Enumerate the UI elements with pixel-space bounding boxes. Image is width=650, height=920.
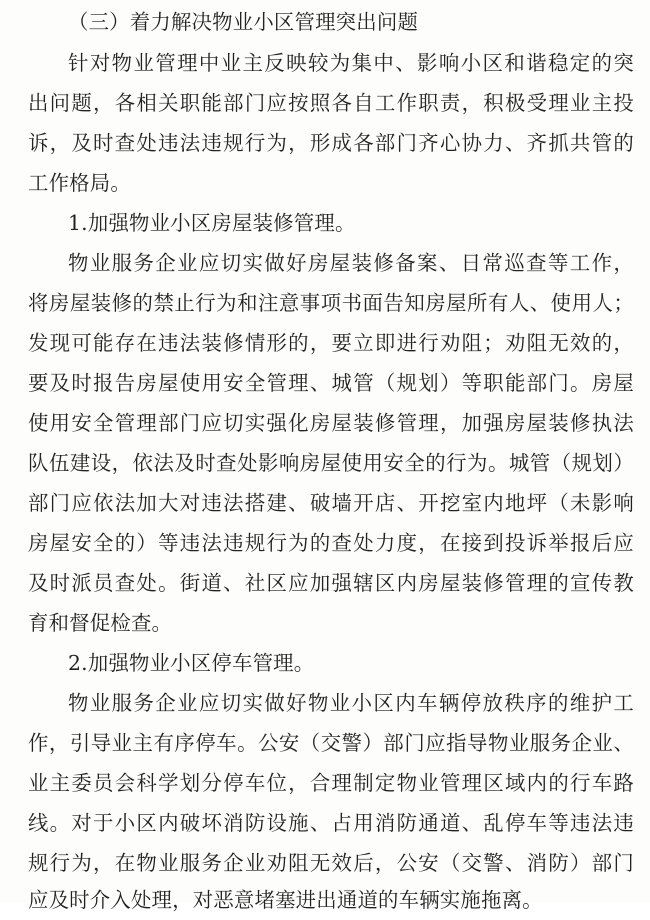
subsection-2-line-4: 线。对于小区内破坏消防设施、占用消防通道、乱停车等违法违	[28, 811, 634, 835]
subsection-2-line-1: 物业服务企业应切实做好物业小区内车辆停放秩序的维护工	[68, 691, 634, 715]
subsection-1-line-10: 育和督促检查。	[28, 611, 173, 635]
subsection-1-line-3: 发现可能存在违法装修情形的，要立即进行劝阻；劝阻无效的，	[28, 331, 634, 355]
intro-line-4: 工作格局。	[28, 171, 131, 195]
subsection-2-line-3: 业主委员会科学划分停车位，合理制定物业管理区域内的行车路	[28, 771, 634, 795]
subsection-1-heading: 1.加强物业小区房屋装修管理。	[68, 211, 356, 235]
section-heading: （三）着力解决物业小区管理突出问题	[68, 10, 419, 34]
subsection-1-line-7: 部门应依法加大对违法搭建、破墙开店、开挖室内地坪（未影响	[28, 491, 634, 515]
subsection-1-line-1: 物业服务企业应切实做好房屋装修备案、日常巡查等工作，	[68, 251, 634, 275]
subsection-2-line-5: 规行为，在物业服务企业劝阻无效后，公安（交警、消防）部门	[28, 851, 634, 875]
subsection-1-line-6: 队伍建设，依法及时查处影响房屋使用安全的行为。城管（规划）	[28, 451, 634, 475]
subsection-2-line-6: 应及时介入处理，对恶意堵塞进出通道的车辆实施拖离。	[28, 888, 543, 912]
intro-line-1: 针对物业管理中业主反映较为集中、影响小区和谐稳定的突	[68, 51, 634, 75]
intro-line-3: 诉，及时查处违法违规行为，形成各部门齐心协力、齐抓共管的	[28, 131, 634, 155]
subsection-1-line-5: 使用安全管理部门应切实强化房屋装修管理，加强房屋装修执法	[28, 411, 634, 435]
subsection-1-line-2: 将房屋装修的禁止行为和注意事项书面告知房屋所有人、使用人；	[28, 291, 634, 315]
subsection-1-line-8: 房屋安全的）等违法违规行为的查处力度，在接到投诉举报后应	[28, 531, 634, 555]
subsection-2-heading: 2.加强物业小区停车管理。	[68, 651, 315, 675]
subsection-2-line-2: 作，引导业主有序停车。公安（交警）部门应指导物业服务企业、	[28, 731, 634, 755]
intro-line-2: 出问题，各相关职能部门应按照各自工作职责，积极受理业主投	[28, 91, 634, 115]
subsection-1-line-9: 及时派员查处。街道、社区应加强辖区内房屋装修管理的宣传教	[28, 571, 634, 595]
subsection-1-line-4: 要及时报告房屋使用安全管理、城管（规划）等职能部门。房屋	[28, 371, 634, 395]
